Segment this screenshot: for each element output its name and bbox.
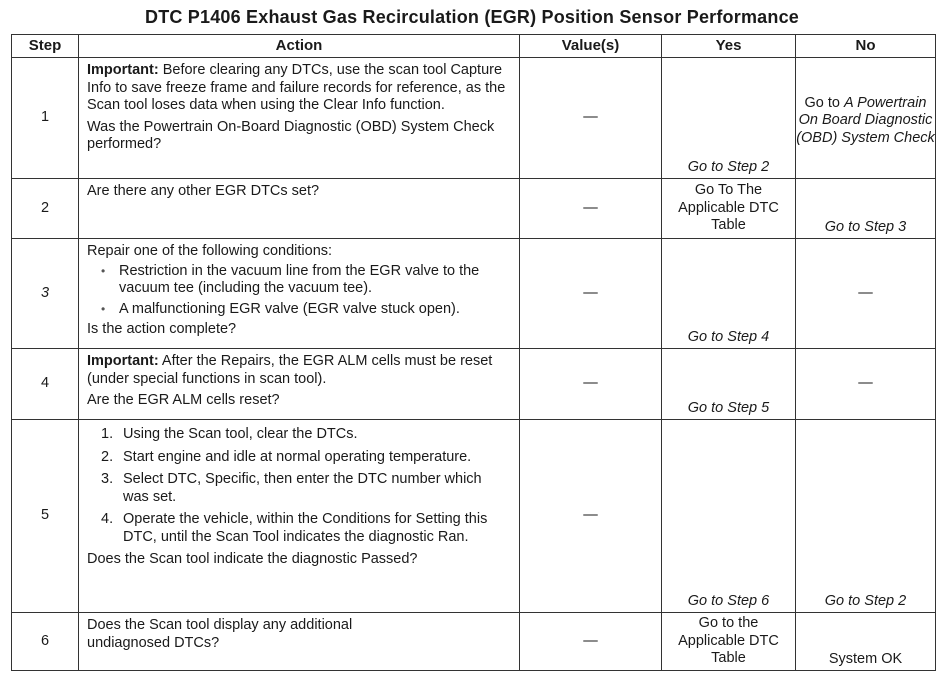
important-text: Before clearing any DTCs, use the scan tool Capture Info to save freeze frame and failure records for reference, as the Scan tool loses data when using the Clear Info function. — [87, 62, 506, 113]
step-number: 3 — [12, 239, 79, 349]
yes-action-link[interactable]: Go to Step 5 — [687, 399, 770, 416]
header-no: No — [796, 35, 936, 58]
empty-value-dash: — — [583, 109, 598, 126]
no-cell — [796, 613, 936, 671]
value-cell — [520, 349, 662, 420]
step-number: 2 — [12, 179, 79, 239]
no-action-link[interactable]: Go to A Powertrain On Board Diagnostic (OBD) System Check — [796, 94, 935, 146]
table-row — [12, 58, 936, 179]
no-cell — [796, 58, 936, 179]
question-text: Are the EGR ALM cells reset? — [87, 392, 280, 408]
no-action-link[interactable]: Go to Step 3 — [824, 218, 907, 235]
action-cell — [79, 420, 520, 613]
header-yes: Yes — [662, 35, 796, 58]
value-cell — [520, 58, 662, 179]
header-step: Step — [12, 35, 79, 58]
empty-value-dash: — — [858, 375, 873, 392]
yes-cell — [662, 349, 796, 420]
question-text: Are there any other EGR DTCs set? — [87, 183, 320, 199]
list-item: 3. Select DTC, Specific, then enter the DTC number which was set. — [101, 471, 482, 505]
table-row — [12, 179, 936, 239]
action-cell — [79, 613, 520, 671]
question-text: Was the Powertrain On-Board Diagnostic (OBD) System Check performed? — [87, 118, 495, 152]
list-item: 1. Using the Scan tool, clear the DTCs. — [101, 426, 358, 442]
empty-value-dash: — — [583, 632, 598, 649]
list-item: 4. Operate the vehicle, within the Conditions for Setting this DTC, until the Scan Tool indicates the diagnostic Ran. — [101, 511, 488, 545]
yes-cell — [662, 179, 796, 239]
yes-cell — [662, 613, 796, 671]
procedure-list — [87, 426, 511, 546]
table-row — [12, 239, 936, 349]
value-cell — [520, 239, 662, 349]
table-row — [12, 349, 936, 420]
list-item: • Restriction in the vacuum line from the EGR valve to the vacuum tee (including the vacuum tee). — [87, 263, 511, 298]
table-row — [12, 420, 936, 613]
list-item: • A malfunctioning EGR valve (EGR valve stuck open). — [87, 301, 511, 319]
no-cell — [796, 349, 936, 420]
question-text: Is the action complete? — [87, 321, 237, 337]
action-cell — [79, 349, 520, 420]
important-label: Important: — [87, 353, 159, 369]
empty-value-dash: — — [583, 375, 598, 392]
step-number: 6 — [12, 613, 79, 671]
value-cell — [520, 420, 662, 613]
yes-cell — [662, 58, 796, 179]
question-text: Does the Scan tool indicate the diagnostic Passed? — [87, 551, 418, 567]
header-values: Value(s) — [520, 35, 662, 58]
yes-action-link[interactable]: Go to Step 2 — [687, 158, 770, 175]
no-cell — [796, 179, 936, 239]
table-row — [12, 613, 936, 671]
action-cell — [79, 179, 520, 239]
header-action: Action — [79, 35, 520, 58]
yes-cell — [662, 239, 796, 349]
yes-action-link[interactable]: Go to Step 4 — [687, 328, 770, 345]
diagnostic-table — [11, 34, 936, 671]
yes-action-link[interactable]: Go to Step 6 — [687, 592, 770, 609]
list-item: 2. Start engine and idle at normal operating temperature. — [101, 448, 472, 465]
document-title: DTC P1406 Exhaust Gas Recirculation (EGR) Position Sensor Performance — [145, 7, 799, 27]
no-cell — [796, 239, 936, 349]
question-text: Does the Scan tool display any additional undiagnosed DTCs? — [87, 617, 353, 651]
empty-value-dash: — — [583, 507, 598, 524]
no-cell — [796, 420, 936, 613]
value-cell — [520, 179, 662, 239]
no-action-link[interactable]: Go to Step 2 — [824, 592, 907, 609]
action-cell — [79, 239, 520, 349]
important-text: After the Repairs, the EGR ALM cells must be reset (under special functions in scan tool). — [87, 353, 493, 387]
step-number: 1 — [12, 58, 79, 179]
important-note — [87, 62, 511, 115]
condition-list — [87, 263, 511, 319]
value-cell — [520, 613, 662, 671]
yes-action-link[interactable]: Go To The Applicable DTC Table — [678, 182, 779, 233]
header-row — [12, 35, 936, 58]
important-label: Important: — [87, 62, 159, 78]
yes-action-link[interactable]: Go to the Applicable DTC Table — [678, 615, 779, 666]
step-number: 5 — [12, 420, 79, 613]
important-note — [87, 353, 511, 388]
empty-value-dash: — — [583, 284, 598, 301]
no-result-text: System OK — [828, 650, 903, 667]
empty-value-dash: — — [583, 199, 598, 216]
intro-text: Repair one of the following conditions: — [87, 243, 333, 259]
step-number: 4 — [12, 349, 79, 420]
action-cell — [79, 58, 520, 179]
yes-cell — [662, 420, 796, 613]
empty-value-dash: — — [858, 284, 873, 301]
